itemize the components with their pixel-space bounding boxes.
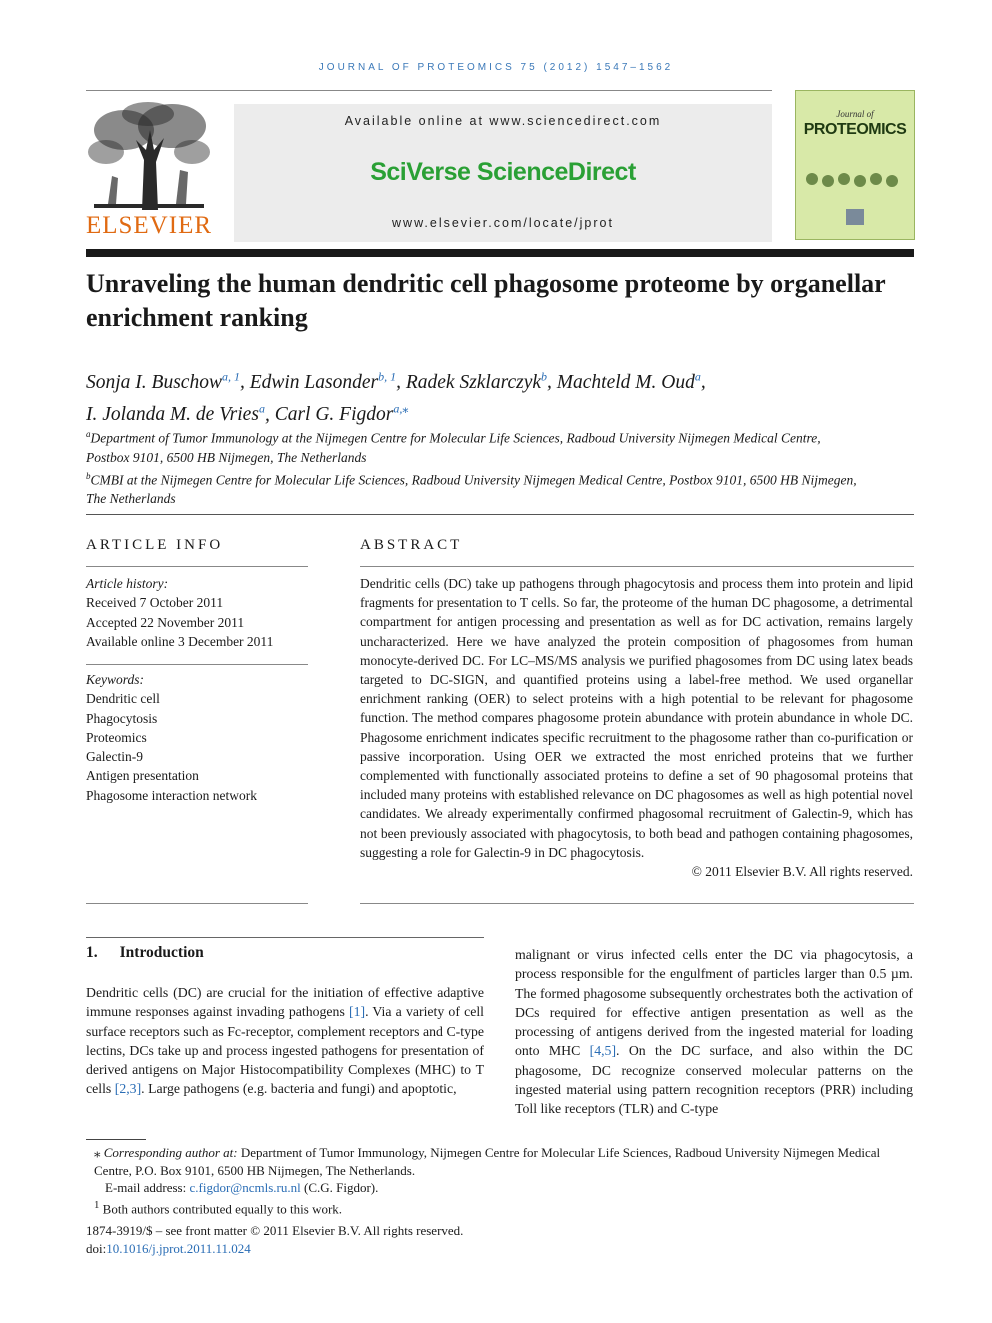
issn-line: 1874-3919/$ – see front matter © 2011 Elsevier B.V. All rights reserved. [86,1223,464,1238]
section-title: Introduction [119,944,204,961]
affiliation: $^b$CMBI at the Nijmegen Centre for Molecular Life Sciences, Radboud University Nijmegen Medical Centre, Postbox 9101, 6500 HB Nijmegen, The Netherlands [86,470,857,506]
abstract-rule [360,566,914,567]
footnotes [86,1144,914,1217]
keywords [86,670,308,805]
email-link[interactable]: c.figdor@ncmls.ru.nl [189,1180,301,1195]
abstract-text: Dendritic cells (DC) take up pathogens through phagocytosis and process them into protein and lipid fragments for presentation to T cells. So far, the proteome of the human DC phagosome, a detrimental compartment for antigen processing and presentation as well as for DC activation, remains largely uncharacterized. Here we have analyzed the protein composition of phagosomes from human monocyte-derived DC. For LC–MS/MS analysis we purified phagosomes from DC using latex beads targeted to DC-SIGN, and quantified proteins using a label-free method. We used organellar enrichment ranking (OER) to select proteins with a high potential to be relevant for phagosome function. The method compares phagosome protein abundance with protein abundance in whole DC. Phagosome enrichment indicates specific recruitment to the phagosome rather than co-purification or passive incorporation. Using OER we extracted the most enriched proteins that we further complemented with functionally associated proteins to define a set of 90 phagosomal proteins that included many proteins with established relevance on DC phagosomes as well as high potential novel candidates. We already experimentally confirmed phagosomal recruitment of Galectin-9, which has not been previously associated with phagocytosis, to both bead and pathogen containing phagosomes, suggesting a role for Galectin-9 in DC phagocytosis. [360,576,913,860]
history-label: Article history: [86,576,169,591]
doi-link[interactable]: 10.1016/j.jprot.2011.11.024 [106,1240,251,1256]
article-info-rule [86,664,308,665]
keyword: Proteomics [86,729,147,745]
header-thick-rule [86,249,914,257]
article-info-rule [86,903,308,904]
author-list: Sonja I. Buschow$^{a, 1}$, Edwin Lasonder$^{b, 1}$, Radek Szklarczyk$^b$, Machteld M. Oud$^a$, I. Jolanda M. de Vries$^a$, Carl G. Figdor$^{a,⁎}$ [86,369,706,425]
equal-contribution-note: $^1$ Both authors contributed equally to this work. [94,1198,343,1216]
affiliation: $^a$Department of Tumor Immunology at the Nijmegen Centre for Molecular Life Sciences, Radboud University Nijmegen Medical Centre, Postbox 9101, 6500 HB Nijmegen, The Netherlands [86,429,821,465]
article-info-heading: ARTICLE INFO [86,537,224,553]
footnote-rule [86,1139,146,1140]
sciencedirect-banner [234,104,772,242]
intro-rule [86,937,484,938]
intro-left-column: Dendritic cells (DC) are crucial for the initiation of effective adaptive immune responses against invading pathogens [1]. Via a variety of cell surface receptors such as Fc-receptor, complement receptors and C-type lectins, DCs take up and process ingested pathogens for presentation of derived antigens on Major Histocompatibility Complexes (MHC) to T cells [2,3]. Large pathogens (e.g. bacteria and fungi) and apoptotic, [86,985,484,1097]
received-date: Received 7 October 2011 [86,595,224,611]
cover-artwork-icon [796,91,914,239]
cover-title: PROTEOMICS [803,121,907,138]
journal-citation-line: JOURNAL OF PROTEOMICS 75 (2012) 1547–1562 [318,62,674,73]
author[interactable]: Sonja I. Buschow$^{a, 1}$ [86,369,240,393]
sciverse-brand[interactable]: SciVerse ScienceDirect [370,158,636,186]
online-date: Available online 3 December 2011 [86,633,274,649]
affiliations [86,425,916,508]
abstract-heading: ABSTRACT [360,537,463,553]
section-number: 1. [86,944,98,961]
journal-cover [795,90,915,240]
author[interactable]: I. Jolanda M. de Vries$^a$ [86,401,265,425]
cover-kicker: Journal of [836,109,874,119]
keyword: Phagosome interaction network [86,787,257,803]
author[interactable]: Edwin Lasonder$^{b, 1}$ [249,369,397,393]
citation-link[interactable]: [4,5] [589,1043,617,1059]
corresponding-author-note: ⁎ Corresponding author at: Department of Tumor Immunology, Nijmegen Centre for Molecular Life Sciences, Radboud University Nijmegen Medical Centre, P.O. Box 9101, 6500 HB Nijmegen, The Netherlands. [94,1145,881,1178]
intro-right-column: malignant or virus infected cells enter the DC via phagocytosis, a process responsible for the engulfment of particles larger than 0.5 µm. The formed phagosome subsequently orchestrates both the activation of DCs required for effective antigen presentation as well as the processing of antigens derived from the ingested material for loading onto MHC [4,5]. On the DC surface, and also within the DC phagosome, DC recognize conserved molecular patterns on the ingested material using pattern recognition receptors (PRR) including Toll like receptors (TLR) and C-type [515,947,913,1117]
abstract-copyright: © 2011 Elsevier B.V. All rights reserved. [691,864,913,880]
citation-link[interactable]: [1] [348,1004,366,1020]
header-rule [86,90,772,91]
intro-heading [86,944,204,962]
keyword: Dendritic cell [86,691,160,707]
author[interactable]: Machteld M. Oud$^a$ [556,369,701,393]
elsevier-tree-icon [84,100,214,212]
email-note: E-mail address: c.figdor@ncmls.ru.nl (C.G. Figdor). [105,1180,379,1195]
accepted-date: Accepted 22 November 2011 [86,614,245,630]
keyword: Galectin-9 [86,749,143,765]
article-title: Unraveling the human dendritic cell phagosome proteome by organellar enrichment ranking [86,269,886,332]
article-history [86,574,308,651]
keyword: Phagocytosis [86,710,158,726]
abstract-rule [360,903,914,904]
author[interactable]: Carl G. Figdor$^{a,⁎}$ [274,401,409,425]
journal-url[interactable]: www.elsevier.com/locate/jprot [392,216,614,230]
author[interactable]: Radek Szklarczyk$^b$ [405,369,548,393]
keyword: Antigen presentation [86,768,199,784]
article-info-rule [86,566,308,567]
available-online-text: Available online at www.sciencedirect.com [344,114,662,128]
citation-link[interactable]: [2,3] [114,1081,142,1097]
keywords-label: Keywords: [86,672,144,687]
section-rule [86,514,914,515]
elsevier-wordmark: ELSEVIER [85,212,213,239]
doi-line: doi:10.1016/j.jprot.2011.11.024 [86,1240,251,1256]
front-matter [86,1222,914,1257]
elsevier-logo [84,100,214,240]
abstract-body [360,574,913,881]
